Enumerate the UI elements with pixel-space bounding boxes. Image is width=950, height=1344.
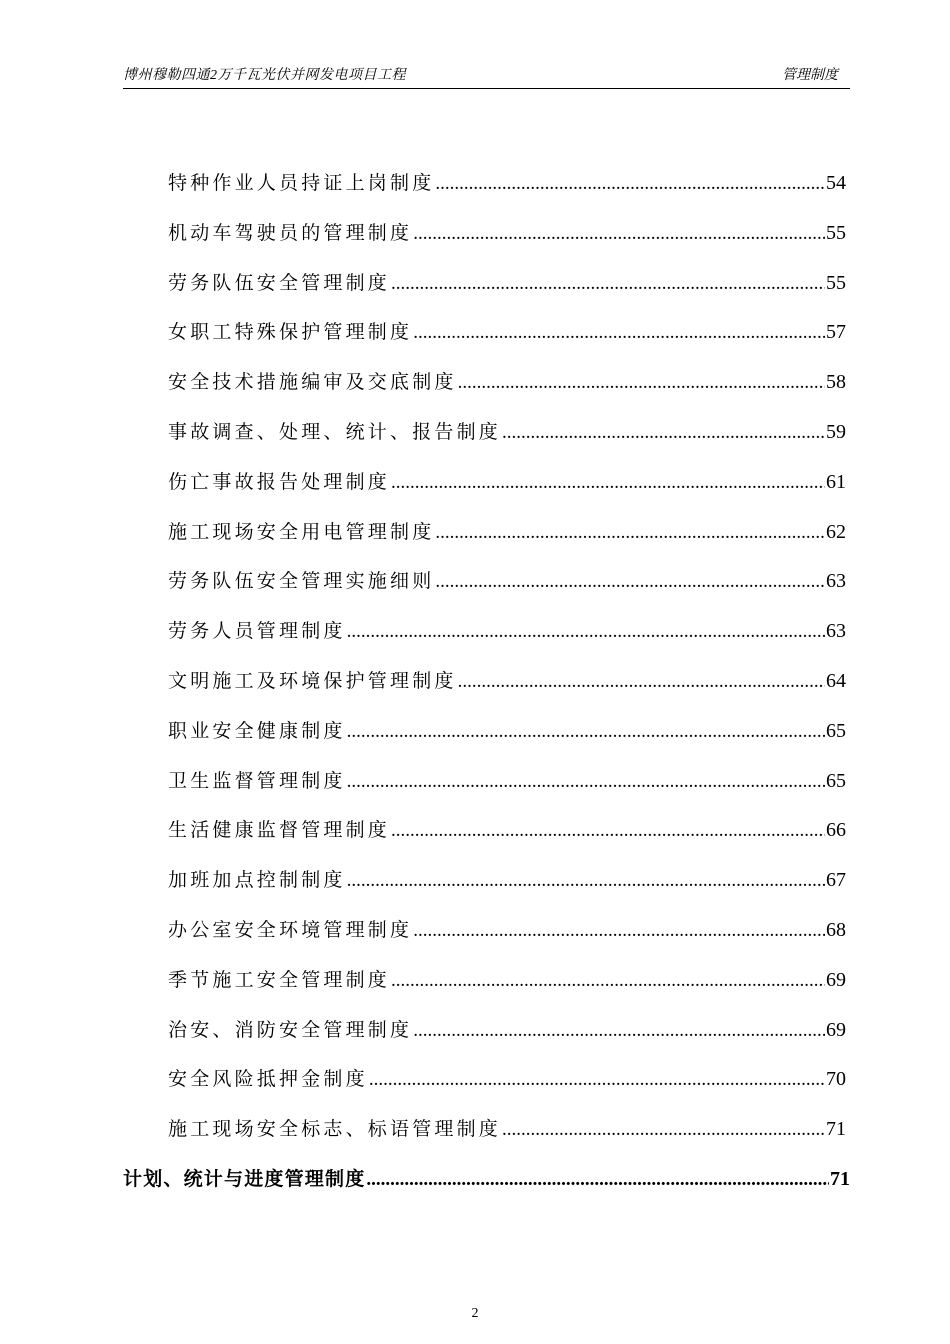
toc-entry-title: 劳务队伍安全管理实施细则 [168,570,435,593]
toc-entry-page: 66 [826,819,846,842]
toc-entry-page: 55 [826,271,846,294]
toc-entry-page: 71 [826,1118,846,1141]
toc-entry-title: 职业安全健康制度 [168,719,346,742]
toc-entry-title: 计划、统计与进度管理制度 [123,1168,366,1190]
toc-entry[interactable] [168,268,846,298]
toc-entry-title: 特种作业人员持证上岗制度 [168,172,435,194]
toc-entry-page: 69 [826,968,846,991]
toc-entry-page: 58 [826,371,846,394]
toc-entry-title: 生活健康监督管理制度 [168,819,391,842]
toc-leader-dots [413,920,825,942]
toc-leader-dots [413,322,825,344]
toc-entry-page: 57 [826,321,846,344]
toc-entry-title: 卫生监督管理制度 [168,769,346,792]
toc-entry[interactable] [168,367,846,397]
toc-leader-dots [347,771,825,793]
toc-entry[interactable] [168,1114,846,1144]
toc-entry[interactable] [168,566,846,596]
toc-entry-title: 劳务人员管理制度 [168,620,346,643]
toc-entry[interactable] [168,1064,846,1094]
toc-entry[interactable] [168,168,846,198]
toc-entry[interactable] [168,1015,846,1045]
toc-entry-page: 69 [826,1018,846,1041]
toc-entry-page: 54 [826,172,846,194]
toc-leader-dots [502,422,825,444]
toc-entry-title: 事故调查、处理、统计、报告制度 [168,421,502,443]
toc-entry-title: 季节施工安全管理制度 [168,968,391,991]
toc-leader-dots [391,970,825,992]
toc-entry-title: 文明施工及环境保护管理制度 [168,670,457,692]
toc-leader-dots [413,223,825,245]
toc-leader-dots [502,1119,825,1141]
toc-leader-dots [413,1020,825,1042]
toc-entry[interactable] [168,865,846,895]
toc-entry[interactable] [168,218,846,248]
toc-entry-title: 施工现场安全用电管理制度 [168,520,435,543]
toc-entry-title: 施工现场安全标志、标语管理制度 [168,1118,502,1141]
toc-entry-title: 加班加点控制制度 [168,869,346,892]
toc-entry-page: 63 [826,620,846,643]
toc-entry-page: 64 [826,670,846,692]
toc-leader-dots [435,173,825,195]
toc-leader-dots [391,820,825,842]
page-header [123,64,850,89]
toc-entry[interactable] [168,417,846,447]
toc-entry-title: 劳务队伍安全管理制度 [168,271,391,294]
toc-entry[interactable] [168,317,846,347]
toc-entry-page: 70 [826,1068,846,1091]
header-section: 管理制度 [782,68,838,83]
toc-leader-dots [391,273,825,295]
toc-entry-page: 61 [826,470,846,493]
toc-entry-title: 安全技术措施编审及交底制度 [168,371,457,394]
toc-entry-page: 67 [826,869,846,892]
toc-leader-dots [347,621,825,643]
toc-entry[interactable] [168,467,846,497]
toc-entry[interactable] [168,815,846,845]
toc-entry-title: 机动车驾驶员的管理制度 [168,221,413,244]
toc-entry-page: 55 [826,221,846,244]
toc-entry-page: 68 [826,919,846,941]
page-number: 2 [471,1306,479,1321]
toc-leader-dots [458,671,825,693]
toc-leader-dots [366,1169,829,1191]
toc-leader-dots [458,372,825,394]
toc-entry[interactable] [168,766,846,796]
toc-entry-page: 63 [826,570,846,593]
toc-entry-page: 65 [826,769,846,792]
toc-entry[interactable] [168,666,846,696]
toc-entry-title: 伤亡事故报告处理制度 [168,470,391,493]
toc-entry[interactable] [168,517,846,547]
toc-entry-title: 安全风险抵押金制度 [168,1068,368,1091]
toc-leader-dots [435,571,825,593]
toc-entry-page: 71 [830,1168,850,1190]
toc-entry[interactable] [168,965,846,995]
toc-entry-page: 62 [826,520,846,543]
toc-entry[interactable] [168,716,846,746]
toc-entry[interactable] [123,1164,850,1194]
toc-leader-dots [347,870,825,892]
toc-entry[interactable] [168,915,846,945]
toc-entry-title: 女职工特殊保护管理制度 [168,321,413,344]
header-title: 博州穆勒四通2万千瓦光伏并网发电项目工程 [123,68,406,83]
toc-entry-title: 治安、消防安全管理制度 [168,1018,413,1041]
toc-leader-dots [391,472,825,494]
toc-entry-page: 65 [826,719,846,742]
toc-leader-dots [369,1069,825,1091]
toc-entry-title: 办公室安全环境管理制度 [168,919,413,941]
toc-leader-dots [435,522,825,544]
toc-leader-dots [347,721,825,743]
toc-entry[interactable] [168,616,846,646]
toc-entry-page: 59 [826,421,846,443]
